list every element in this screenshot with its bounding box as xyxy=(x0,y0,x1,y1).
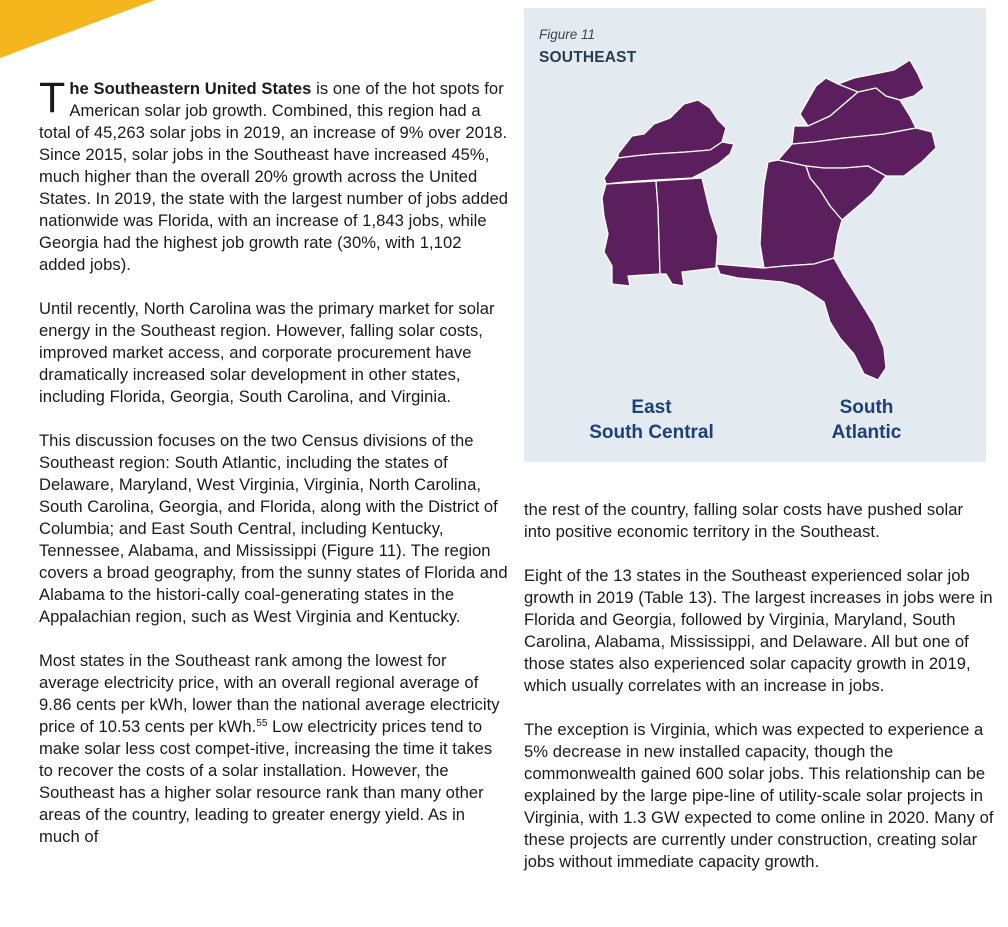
florida-shape xyxy=(716,258,886,380)
esc-line1: East xyxy=(631,397,672,418)
electricity-price-text: Most states in the Southeast rank among the lowest for average electricity price, with an overall regional average of 9.86 cents per kWh, lower than the national average electricity price of 10.53 cents per kWh. xyxy=(39,651,500,736)
left-column xyxy=(39,74,509,848)
footnote-marker: 55 xyxy=(256,718,268,729)
esc-line2: South Central xyxy=(589,422,714,443)
intro-paragraph xyxy=(39,74,509,276)
paragraph-census-divisions: This discussion focuses on the two Census divisions of the Southeast region: South Atlantic, including the states of Delaware, Maryland, West Virginia, Virginia, North Carolina, South Carolina, Georgia, and Florida, along with the District of Columbia; and East South Central, including Kentucky, Tennessee, Alabama, and Mississippi (Figure 11). The region covers a broad geography, from the sunny states of Florida and Alabama to the histori-cally coal-generating states in the Appalachian region, such as West Virginia and Kentucky. xyxy=(39,431,508,626)
lead-in-bold: he Southeastern United States xyxy=(69,79,312,98)
southeast-map xyxy=(524,8,986,462)
label-east-south-central xyxy=(574,395,729,445)
corner-accent-triangle xyxy=(0,0,160,60)
label-south-atlantic xyxy=(809,395,924,445)
paragraph-electricity-price xyxy=(39,650,509,848)
mississippi-shape xyxy=(602,181,660,286)
paragraph-north-carolina: Until recently, North Carolina was the primary market for solar energy in the Southeast region. However, falling solar costs, improved market access, and corporate procurement have dramatically increased solar development in other states, including Florida, Georgia, South Carolina, and Virginia. xyxy=(39,299,495,406)
electricity-price-tail: Low electricity prices tend to make solar less cost compet-itive, increasing the time it takes to recover the costs of a solar installation. However, the Southeast has a higher solar resource rank than many other areas of the country, leading to greater energy yield. As in much of xyxy=(39,717,493,846)
figure-title: SOUTHEAST xyxy=(539,49,637,66)
figure-11-panel xyxy=(524,8,986,462)
sa-line2: Atlantic xyxy=(831,422,902,443)
alabama-shape xyxy=(656,178,718,286)
figure-label: Figure 11 xyxy=(539,27,596,42)
paragraph-continuation: the rest of the country, falling solar costs have pushed solar into positive economic territory in the Southeast. xyxy=(524,500,964,541)
drop-cap: T xyxy=(39,74,66,122)
sa-line1: South xyxy=(839,397,894,418)
paragraph-virginia-exception: The exception is Virginia, which was expected to experience a 5% decrease in new installed capacity, though the commonwealth gained 600 solar jobs. This relationship can be explained by the large pipe-line of utility-scale solar projects in Virginia, with 1.3 GW expected to come online in 2020. Many of these projects are currently under construction, creating solar jobs without immediate capacity growth. xyxy=(524,720,994,871)
paragraph-job-growth: Eight of the 13 states in the Southeast experienced solar job growth in 2019 (Table 13). The largest increases in jobs were in Florida and Georgia, followed by Virginia, Maryland, South Carolina, Alabama, Mississippi, and Delaware. All but one of those states also experienced solar capacity growth in 2019, which usually correlates with an increase in jobs. xyxy=(524,566,993,695)
right-column xyxy=(524,499,994,873)
intro-text: is one of the hot spots for American solar job growth. Combined, this region had a total of 45,263 solar jobs in 2019, an increase of 9% over 2018. Since 2015, solar jobs in the Southeast have increased 45%, much higher than the overall 20% growth across the United States. In 2019, the state with the largest number of jobs added nationwide was Florida, with an increase of 1,843 jobs, while Georgia had the highest job growth rate (30%, with 1,102 added jobs). xyxy=(39,79,509,274)
kentucky-shape xyxy=(618,100,726,158)
